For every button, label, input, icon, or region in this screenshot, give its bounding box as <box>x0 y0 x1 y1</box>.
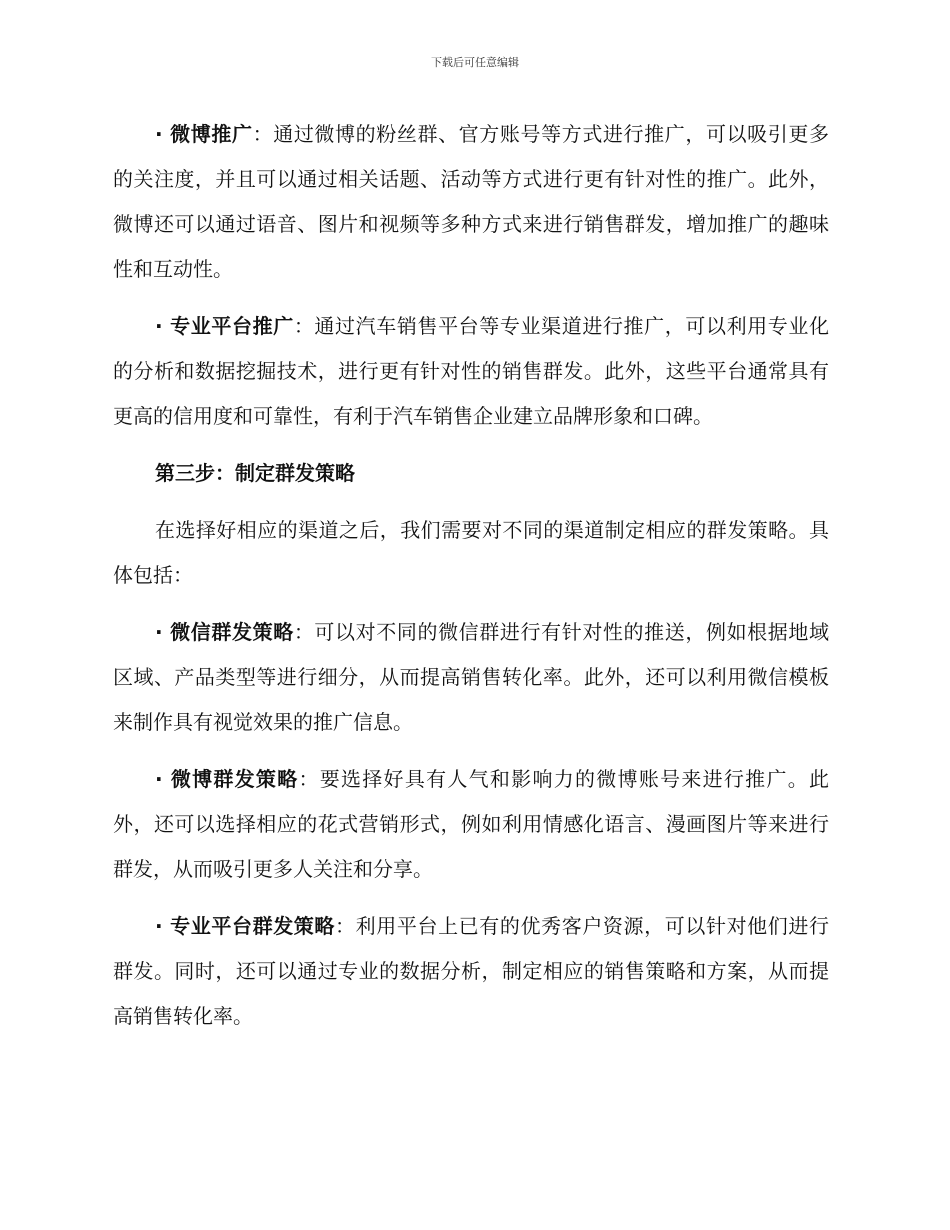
paragraph-platform-promotion <box>113 304 829 439</box>
paragraph-lead: · 微博推广 <box>155 122 253 146</box>
paragraph-lead: · 微博群发策略 <box>155 767 299 791</box>
paragraph-text: ：可以对不同的微信群进行有针对性的推送，例如根据地域区域、产品类型等进行细分，从而提高销售转化率。此外，还可以利用微信模板来制作具有视觉效果的推广信息。 <box>113 620 829 734</box>
paragraph-wechat-strategy <box>113 610 829 745</box>
paragraph-lead: · 微信群发策略 <box>155 620 294 644</box>
page-header: 下载后可任意编辑 <box>431 56 519 69</box>
section-heading: 第三步：制定群发策略 <box>155 461 355 485</box>
paragraph-lead: · 专业平台推广 <box>155 314 294 338</box>
paragraph-weibo-strategy <box>113 757 829 892</box>
paragraph-text: ：要选择好具有人气和影响力的微博账号来进行推广。此外，还可以选择相应的花式营销形式，例如利用情感化语言、漫画图片等来进行群发，从而吸引更多人关注和分享。 <box>113 767 830 881</box>
paragraph-text: ：通过汽车销售平台等专业渠道进行推广，可以利用专业化的分析和数据挖掘技术，进行更有针对性的销售群发。此外，这些平台通常具有更高的信用度和可靠性，有利于汽车销售企业建立品牌形象和口碑。 <box>113 314 829 428</box>
paragraph-platform-strategy <box>113 904 829 1039</box>
document-body <box>113 112 829 1051</box>
paragraph-weibo-promotion <box>113 112 829 292</box>
paragraph-intro: 在选择好相应的渠道之后，我们需要对不同的渠道制定相应的群发策略。具体包括： <box>113 518 829 587</box>
paragraph-lead: · 专业平台群发策略 <box>155 914 336 938</box>
paragraph-text: ：通过微博的粉丝群、官方账号等方式进行推广，可以吸引更多的关注度，并且可以通过相关话题、活动等方式进行更有针对性的推广。此外，微博还可以通过语音、图片和视频等多种方式来进行销售群发，增加推广的趣味性和互动性。 <box>113 122 830 281</box>
paragraph-text: ：利用平台上已有的优秀客户资源，可以针对他们进行群发。同时，还可以通过专业的数据分析，制定相应的销售策略和方案，从而提高销售转化率。 <box>113 914 830 1028</box>
